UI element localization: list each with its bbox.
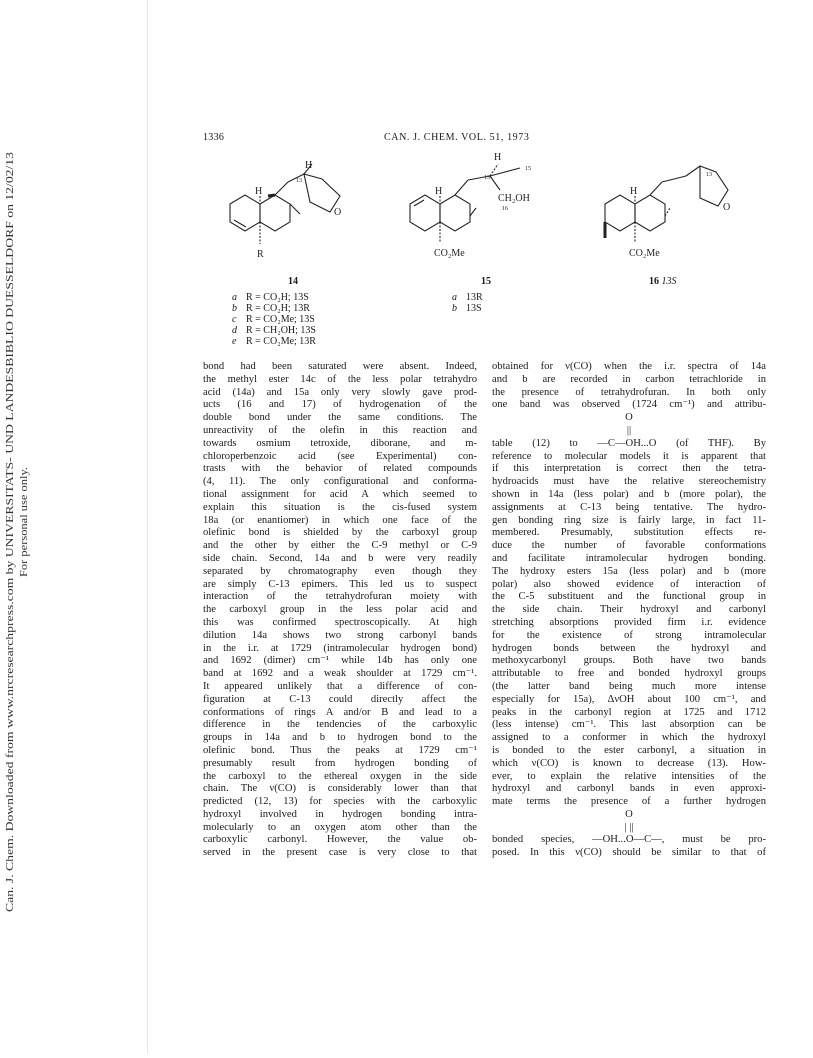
text-line: chloroperbenzoic acid (see Experimental) con- (203, 450, 477, 462)
legend-row (232, 303, 316, 314)
compound-label-16-config: 13S (661, 276, 677, 287)
legend-text: R = CO₂H; 13R (246, 303, 310, 314)
atom-h-ring-15: H (435, 186, 443, 197)
formula-2-oxygen: O (625, 808, 633, 820)
compound-label-15: 15 (481, 276, 491, 287)
compound-label-16-number: 16 (649, 276, 659, 287)
text-line: ever, to explain the relative intensities of the (492, 770, 766, 782)
text-line: gen bonding ring size is fairly large, in fact 11- (492, 514, 766, 526)
page-margin-rule (147, 0, 148, 1053)
text-line: acid (14a) and 15a only very slowly gave prod- (203, 386, 477, 398)
text-line: if this interpretation is correct then the tetra- (492, 463, 766, 475)
structure-16 (605, 166, 730, 259)
body-column-left (203, 361, 477, 860)
text-line: obtained for ν(CO) when the i.r. spectra of 14a (492, 361, 766, 372)
text-line: molecularly to an oxygen atom other than the (203, 821, 477, 833)
text-line: (the latter band being much more intense (492, 680, 766, 692)
atom-number-13-14: 13 (296, 178, 302, 184)
watermark-line-1: Can. J. Chem. Downloaded from www.nrcresearchpress.com by UNIVERSITATS- UND LANDESBIBLIO DUESSELDORF on 12/02/13 (4, 301, 16, 912)
text-line: which ν(CO) is known to decrease (13). How- (492, 757, 766, 769)
text-line: difference in the tendencies of the carboxylic (203, 719, 477, 731)
compound-label-16 (649, 276, 677, 287)
text-line: tional assignment for acid A which seemed to (203, 488, 477, 500)
atom-number-13-16: 13 (706, 172, 712, 178)
atom-h-top-15: H (494, 152, 502, 163)
atom-o-14: O (334, 207, 342, 218)
text-line: (4, 11). The only configurational and conforma- (203, 476, 477, 488)
legend-key: e (232, 336, 237, 347)
text-line: explain this situation is the cis-fused system (203, 501, 477, 513)
text-line: the carboxyl to the ethereal oxygen in the side (203, 770, 477, 782)
text-line: figuration at C-13 could directly affect the (203, 693, 477, 705)
text-line: (less intense) cm⁻¹. This last absorption can be (492, 719, 766, 731)
download-watermark (0, 0, 40, 1053)
text-line: interaction of the tetrahydrofuran moiety with (203, 591, 477, 603)
text-line: double bond under the same conditions. The (203, 412, 477, 424)
text-line: unreactivity of the olefin in this reaction and (203, 424, 477, 436)
atom-o-16: O (723, 202, 731, 213)
compound-label-14: 14 (288, 276, 298, 287)
atom-co2me-16: CO₂Me (629, 248, 660, 259)
text-line: and facilitate intramolecular hydrogen bonding. (492, 552, 766, 564)
legend-row (232, 314, 316, 325)
text-line: 18a (or enantiomer) in which one face of the (203, 514, 477, 526)
watermark-line-2: For personal use only. (18, 479, 30, 577)
legend-row (232, 292, 316, 303)
text-line: attributable to free and bonded hydroxyl groups (492, 668, 766, 680)
right-column-part-b (492, 451, 766, 809)
text-line: presumably result from hydrogen bonding of (203, 757, 477, 769)
page-number: 1336 (203, 132, 225, 143)
text-line: the carboxyl group in the less polar acid and (203, 604, 477, 616)
legend-row (232, 325, 316, 336)
legend-key: a (452, 292, 457, 303)
text-line: and b are recorded in carbon tetrachloride in (492, 373, 766, 385)
text-line: and 1692 (dimer) cm⁻¹ while 14b has only one (203, 655, 477, 667)
text-line: the presence of tetrahydrofuran. In both only (492, 386, 766, 398)
text-line: towards osmium tetroxide, diborane, and m- (203, 437, 477, 449)
text-line: dilution 14a shows two strong carbonyl bands (203, 629, 477, 641)
text-line: and the other by either the C-9 methyl or C-9 (203, 540, 477, 552)
structure-15 (410, 152, 531, 259)
text-line: is bonded to the ester carbonyl, a situation in (492, 744, 766, 756)
text-line: peaks in the carbonyl region at 1725 and 1712 (492, 706, 766, 718)
legend-text: R = CO₂Me; 13R (246, 336, 316, 347)
atom-number-15-15: 15 (525, 166, 531, 172)
text-line: are simply C-13 epimers. This led us to suspect (203, 578, 477, 590)
text-line: the side chain. Their hydroxyl and carbonyl (492, 604, 766, 616)
text-line: hydroxyl involved in hydrogen bonding intra- (203, 808, 477, 820)
right-column-part-c (492, 834, 766, 860)
text-line: membered. Presumably, substitution effects re- (492, 527, 766, 539)
legend-compound-14 (232, 292, 316, 347)
atom-co2me-15: CO₂Me (434, 248, 465, 259)
text-line: polar) also showed evidence of interaction of (492, 578, 766, 590)
text-line: predicted (12, 13) for species with the carboxylic (203, 796, 477, 808)
atom-number-13-15: 13 (484, 175, 490, 181)
atom-r-14: R (257, 249, 264, 260)
running-title: CAN. J. CHEM. VOL. 51, 1973 (384, 132, 530, 143)
formula-2-bonds: | || (624, 821, 634, 833)
text-line: The hydroxy esters 15a (less polar) and b (more (492, 565, 766, 577)
text-line: It appeared unlikely that a difference of con- (203, 680, 477, 692)
text-line: trasts with the behavior of related compounds (203, 463, 477, 475)
text-line: shown in 14a (less polar) and b (more polar), the (492, 488, 766, 500)
structure-14 (230, 160, 341, 260)
legend-text: R = CH₂OH; 13S (246, 325, 316, 336)
text-line: methoxycarbonyl groups. Both have two bands (492, 655, 766, 667)
text-line: band at 1692 and a weak shoulder at 1729 cm⁻¹. (203, 668, 477, 680)
text-line: for the existence of strong intramolecular (492, 629, 766, 641)
text-line: hydroacids must have the relative stereochemistry (492, 476, 766, 488)
formula-1-line: table (12) to —C—OH...O (of THF). By (492, 437, 766, 449)
text-line: chain. The ν(CO) is considerably lower than that (203, 783, 477, 795)
text-line: stretching absorptions provided firm i.r. evidence (492, 616, 766, 628)
legend-key: d (232, 325, 237, 336)
text-line: the methyl ester 14c of the less polar tetrahydro (203, 373, 477, 385)
structure-figure (200, 146, 810, 286)
text-line: carboxylic carbonyl. However, the value ob- (203, 834, 477, 846)
text-line: especially for 15a), ΔνOH about 100 cm⁻¹, and (492, 693, 766, 705)
body-column-right (492, 361, 766, 860)
atom-h-ring-14: H (255, 186, 263, 197)
atom-ch2oh-15: CH₂OH (498, 193, 530, 204)
text-line: bonded species, —OH...O—C—, must be pro- (492, 834, 766, 846)
text-line: ucts (16 and 17) of hydrogenation of the (203, 399, 477, 411)
legend-key: c (232, 314, 237, 325)
text-line: the C-5 substituent and the functional group in (492, 591, 766, 603)
text-line: served in the present case is very close to that (203, 847, 477, 859)
legend-row (452, 303, 483, 314)
atom-h-top-14: H (305, 160, 313, 171)
text-line: duce the number of favorable conformations (492, 540, 766, 552)
legend-row (232, 336, 316, 347)
text-line: olefinic bond is shielded by the carboxyl group (203, 527, 477, 539)
text-line: reference to molecular models it is apparent that (492, 450, 766, 462)
text-line: conformations of rings A and/or B and lead to a (203, 706, 477, 718)
text-line: one band was observed (1724 cm⁻¹) and attribu- (492, 399, 766, 411)
legend-text: R = CO₂H; 13S (246, 292, 309, 303)
text-line: assignments at C-13 being tentative. The hydro- (492, 501, 766, 513)
text-line: side chain. Second, 14a and b were very readily (203, 552, 477, 564)
legend-text: 13S (466, 303, 482, 314)
text-line: hydroxyl and carbonyl bands in even approxi- (492, 783, 766, 795)
text-line: in the i.r. at 1729 (intramolecular hydrogen bond) (203, 642, 477, 654)
text-line: groups in 14a and b to hydrogen bond to the (203, 732, 477, 744)
atom-h-ring-16: H (630, 186, 638, 197)
text-line: bond had been saturated were absent. Indeed, (203, 361, 477, 372)
text-line: assigned to a conformer in which the hydroxyl (492, 732, 766, 744)
text-line: this was confirmed spectroscopically. At high (203, 616, 477, 628)
formula-1-oxygen: O (625, 412, 633, 424)
legend-key: b (232, 303, 237, 314)
atom-number-16-15: 16 (502, 206, 508, 212)
formula-1-double-bond: || (626, 424, 632, 436)
legend-text: R = CO₂Me; 13S (246, 314, 315, 325)
text-line: mate terms the presence of a further hydrogen (492, 796, 766, 808)
legend-row (452, 292, 483, 303)
legend-text: 13R (466, 292, 483, 303)
text-line: posed. In this ν(CO) should be similar to that of (492, 847, 766, 859)
text-line: olefinic bond. Thus the peaks at 1729 cm⁻¹ (203, 744, 477, 756)
legend-key: a (232, 292, 237, 303)
right-column-part-a (492, 361, 766, 412)
text-line: separated by chromatography even though they (203, 565, 477, 577)
text-line: hydrogen bonds between the hydroxyl and (492, 642, 766, 654)
legend-key: b (452, 303, 457, 314)
legend-compound-15 (452, 292, 483, 314)
